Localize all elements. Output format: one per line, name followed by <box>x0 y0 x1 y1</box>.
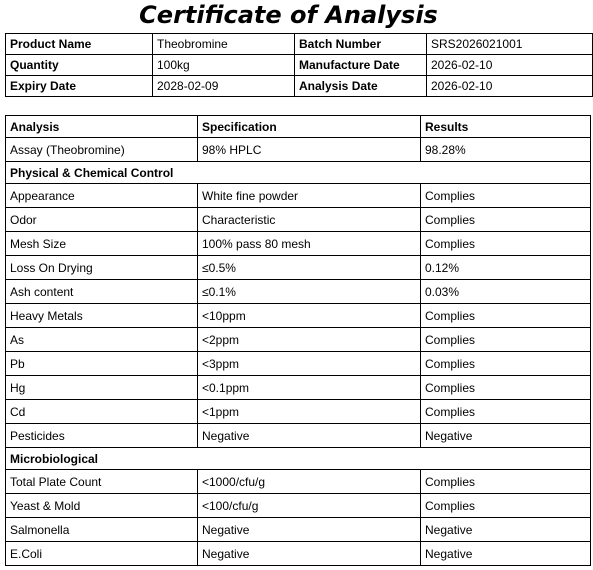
section-header-microbiological <box>6 448 591 470</box>
table-row <box>6 184 591 208</box>
analysis-cell: Heavy Metals <box>6 304 198 328</box>
info-label: Expiry Date <box>6 76 153 97</box>
specification-cell: ≤0.5% <box>198 256 421 280</box>
info-label: Batch Number <box>295 34 427 55</box>
specification-cell: <3ppm <box>198 352 421 376</box>
table-row <box>6 424 591 448</box>
result-cell: Complies <box>421 352 591 376</box>
table-row <box>6 518 591 542</box>
analysis-cell: Cd <box>6 400 198 424</box>
info-value: SRS2026021001 <box>427 34 593 55</box>
info-row <box>6 55 593 76</box>
analysis-cell: Ash content <box>6 280 198 304</box>
specification-cell: Negative <box>198 542 421 566</box>
result-cell: Negative <box>421 424 591 448</box>
table-row <box>6 494 591 518</box>
specification-cell: <0.1ppm <box>198 376 421 400</box>
analysis-cell: Salmonella <box>6 518 198 542</box>
info-label: Product Name <box>6 34 153 55</box>
table-row <box>6 232 591 256</box>
analysis-cell: E.Coli <box>6 542 198 566</box>
column-header-results: Results <box>421 116 591 138</box>
result-cell: Complies <box>421 184 591 208</box>
table-row <box>6 328 591 352</box>
specification-cell: <1ppm <box>198 400 421 424</box>
result-cell: 0.12% <box>421 256 591 280</box>
analysis-cell: Appearance <box>6 184 198 208</box>
table-row <box>6 542 591 566</box>
table-row <box>6 304 591 328</box>
table-row <box>6 352 591 376</box>
result-cell: Negative <box>421 542 591 566</box>
analysis-cell: Hg <box>6 376 198 400</box>
analysis-cell: Yeast & Mold <box>6 494 198 518</box>
table-row <box>6 138 591 162</box>
info-value: 2026-02-10 <box>427 55 593 76</box>
specification-cell: <2ppm <box>198 328 421 352</box>
specification-cell: Negative <box>198 518 421 542</box>
section-title: Microbiological <box>6 448 591 470</box>
result-cell: Complies <box>421 494 591 518</box>
analysis-cell: Pesticides <box>6 424 198 448</box>
analysis-cell: Total Plate Count <box>6 470 198 494</box>
info-value: 2026-02-10 <box>427 76 593 97</box>
specification-cell: <100/cfu/g <box>198 494 421 518</box>
specification-cell: <10ppm <box>198 304 421 328</box>
result-cell: Complies <box>421 328 591 352</box>
table-row <box>6 280 591 304</box>
specification-cell: <1000/cfu/g <box>198 470 421 494</box>
result-cell: 0.03% <box>421 280 591 304</box>
table-row <box>6 376 591 400</box>
analysis-cell: Loss On Drying <box>6 256 198 280</box>
result-cell: Complies <box>421 400 591 424</box>
table-header-row <box>6 116 591 138</box>
section-header-physical <box>6 162 591 184</box>
analysis-cell: Mesh Size <box>6 232 198 256</box>
info-value: Theobromine <box>153 34 295 55</box>
result-cell: Complies <box>421 470 591 494</box>
analysis-cell: As <box>6 328 198 352</box>
analysis-cell: Odor <box>6 208 198 232</box>
info-label: Analysis Date <box>295 76 427 97</box>
info-value: 2028-02-09 <box>153 76 295 97</box>
info-row <box>6 76 593 97</box>
analysis-cell: Pb <box>6 352 198 376</box>
result-cell: 98.28% <box>421 138 591 162</box>
analysis-cell: Assay (Theobromine) <box>6 138 198 162</box>
table-row <box>6 256 591 280</box>
info-label: Quantity <box>6 55 153 76</box>
result-cell: Complies <box>421 304 591 328</box>
specification-cell: 100% pass 80 mesh <box>198 232 421 256</box>
info-row <box>6 34 593 55</box>
specification-cell: ≤0.1% <box>198 280 421 304</box>
result-cell: Complies <box>421 376 591 400</box>
column-header-analysis: Analysis <box>6 116 198 138</box>
specification-cell: 98% HPLC <box>198 138 421 162</box>
table-row <box>6 400 591 424</box>
column-header-specification: Specification <box>198 116 421 138</box>
specification-cell: Characteristic <box>198 208 421 232</box>
result-cell: Complies <box>421 208 591 232</box>
section-title: Physical & Chemical Control <box>6 162 591 184</box>
result-cell: Complies <box>421 232 591 256</box>
page-title: Certificate of Analysis <box>139 1 438 29</box>
specification-cell: Negative <box>198 424 421 448</box>
specification-cell: White fine powder <box>198 184 421 208</box>
analysis-table <box>5 115 591 566</box>
product-info-table <box>5 33 593 97</box>
info-label: Manufacture Date <box>295 55 427 76</box>
table-row <box>6 208 591 232</box>
info-value: 100kg <box>153 55 295 76</box>
result-cell: Negative <box>421 518 591 542</box>
table-row <box>6 470 591 494</box>
